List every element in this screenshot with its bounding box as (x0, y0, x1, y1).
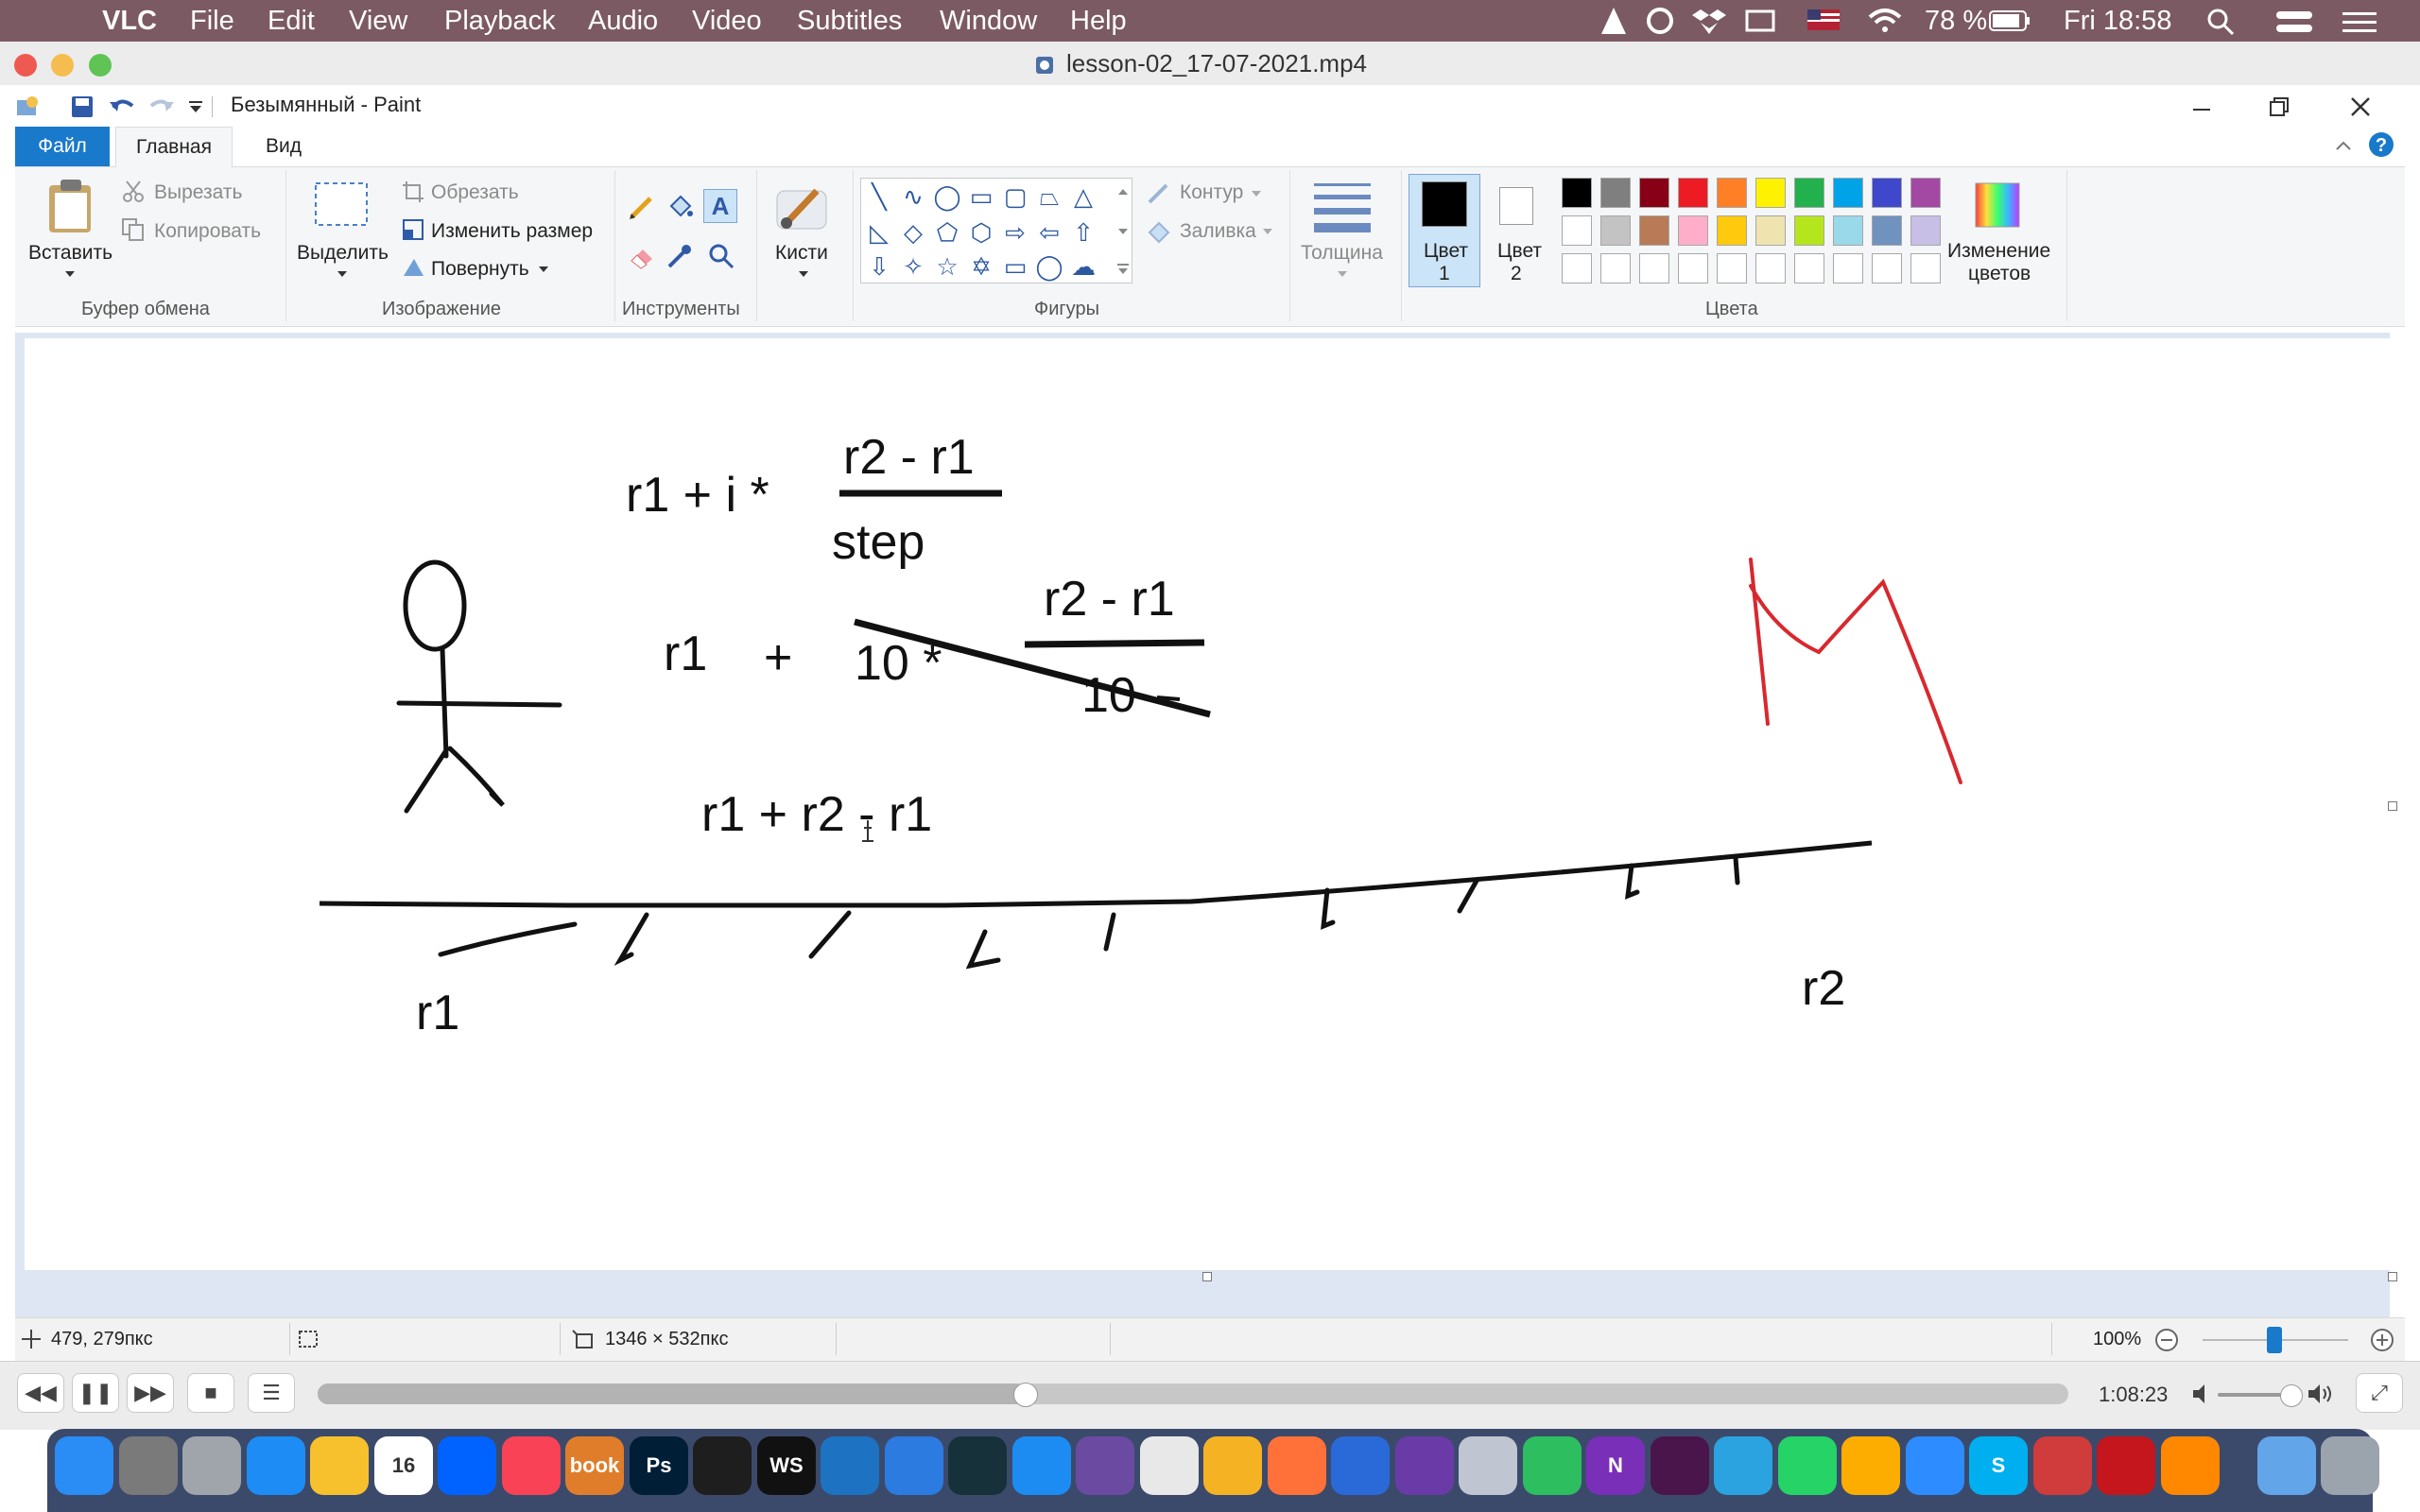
status-separator (289, 1323, 290, 1355)
rectangle-shape-icon[interactable]: ▭ (969, 182, 994, 211)
text-tool-icon[interactable]: A (703, 189, 737, 223)
color1-label: Цвет (1424, 240, 1469, 262)
fullscreen-button[interactable]: ⤢ (2356, 1373, 2403, 1413)
formula2-r1: r1 (664, 627, 708, 681)
volume-high-icon[interactable] (2307, 1382, 2335, 1406)
vscode-icon[interactable] (821, 1436, 879, 1495)
menu-subtitles[interactable]: Subtitles (797, 6, 903, 36)
tools-group-label: Инструменты (622, 299, 740, 319)
fraction-bar-2 (1025, 643, 1204, 644)
color2-label[interactable]: Цвет (1497, 240, 1543, 262)
selection-size-icon (297, 1329, 320, 1349)
curve-shape-icon[interactable]: ∿ (903, 182, 924, 211)
sketch-icon[interactable] (1841, 1436, 1900, 1495)
copy-button[interactable]: Копировать (154, 220, 262, 242)
canvas-resize-handle-right[interactable] (2388, 801, 2397, 811)
menu-edit[interactable]: Edit (268, 6, 315, 36)
window-title: lesson-02_17-07-2021.mp4 (1066, 49, 1367, 77)
formula1-numerator: r2 - r1 (843, 430, 975, 485)
seek-bar[interactable] (318, 1383, 2068, 1404)
vlc-dock-icon[interactable] (2161, 1436, 2220, 1495)
pause-button[interactable]: ❚❚ (72, 1373, 119, 1413)
formula1-denominator: step (832, 515, 925, 570)
five-point-star-shape-icon[interactable]: ☆ (936, 252, 959, 281)
mail-icon[interactable] (1459, 1436, 1517, 1495)
label-r2: r2 (1802, 961, 1846, 1016)
cursor-position-icon (21, 1329, 42, 1349)
launchpad-icon[interactable] (182, 1436, 241, 1495)
label-r1: r1 (416, 986, 460, 1040)
four-point-star-shape-icon[interactable]: ✧ (903, 252, 924, 281)
trash-icon[interactable] (2321, 1436, 2379, 1495)
rewind-button[interactable]: ◀◀ (17, 1373, 64, 1413)
edit-colors-line1[interactable]: Изменение (1947, 240, 2051, 262)
stick-figure-leg-right (450, 748, 503, 805)
tab-home[interactable]: Главная (115, 127, 233, 167)
menu-app-name[interactable]: VLC (102, 6, 157, 36)
outline-button[interactable]: Контур (1180, 181, 1244, 203)
colors-group-label: Цвета (1705, 299, 1758, 319)
formula1-left: r1 + i * (626, 468, 769, 523)
status-separator (1110, 1323, 1111, 1355)
canvas-size-icon (571, 1329, 594, 1349)
xcode-icon[interactable] (885, 1436, 943, 1495)
firefox-icon[interactable] (1268, 1436, 1326, 1495)
menu-video[interactable]: Video (692, 6, 762, 36)
finder-icon[interactable] (55, 1436, 113, 1495)
figma-icon[interactable] (693, 1436, 752, 1495)
volume-low-icon[interactable] (2191, 1382, 2212, 1406)
arrow-up-shape-icon[interactable]: ⇧ (1073, 218, 1094, 247)
tasks-icon[interactable] (310, 1436, 369, 1495)
stick-figure-arms (399, 703, 560, 705)
status-separator (2051, 1323, 2052, 1355)
rounded-rectangle-shape-icon[interactable]: ▢ (1003, 182, 1028, 211)
triangle-shape-icon[interactable]: △ (1074, 182, 1093, 211)
brushes-button[interactable]: Кисти (775, 242, 828, 264)
canvas-resize-handle-corner[interactable] (2388, 1272, 2397, 1281)
cloud-callout-shape-icon[interactable]: ☁ (1071, 252, 1096, 281)
resize-button[interactable]: Изменить размер (431, 220, 594, 242)
line-shape-icon[interactable]: ╲ (872, 182, 887, 211)
status-separator (560, 1323, 561, 1355)
stick-figure-head (406, 562, 464, 649)
telegram-icon[interactable] (1714, 1436, 1772, 1495)
nova-browser-icon[interactable] (1076, 1436, 1134, 1495)
dropbox-dock-icon[interactable] (438, 1436, 496, 1495)
formula3: r1 + r2 - r1 (701, 787, 933, 842)
menu-view[interactable]: View (349, 6, 408, 36)
red-letter-m (1751, 559, 1961, 782)
right-triangle-shape-icon[interactable]: ◺ (870, 218, 889, 247)
canvas-size: 1346 × 532пкс (605, 1329, 729, 1349)
image-group-label: Изображение (382, 299, 501, 319)
paint-title: Безымянный - Paint (231, 93, 422, 116)
formula2-numerator: r2 - r1 (1044, 572, 1175, 627)
fast-forward-button[interactable]: ▶▶ (127, 1373, 174, 1413)
polygon-shape-icon[interactable]: ⏢ (1039, 182, 1060, 211)
safari-icon[interactable] (1012, 1436, 1071, 1495)
zoom-icon[interactable] (1906, 1436, 1964, 1495)
menu-window[interactable]: Window (940, 6, 1038, 36)
arrow-left-shape-icon[interactable]: ⇦ (1039, 218, 1060, 247)
formula2-ten-times: 10 * (855, 636, 942, 691)
parallels-icon[interactable] (2033, 1436, 2092, 1495)
volume-thumb[interactable] (2280, 1384, 2303, 1407)
seek-thumb[interactable] (1013, 1383, 1038, 1407)
whatsapp-icon[interactable] (1778, 1436, 1837, 1495)
acrobat-icon[interactable] (2097, 1436, 2155, 1495)
arrow-down-shape-icon[interactable]: ⇩ (869, 252, 890, 281)
edit-colors-line2[interactable]: цветов (1968, 263, 2031, 284)
menu-playback[interactable]: Playback (444, 6, 556, 36)
menu-help[interactable]: Help (1070, 6, 1127, 36)
arrow-right-shape-icon[interactable]: ⇨ (1005, 218, 1026, 247)
tor-browser-icon[interactable] (1395, 1436, 1454, 1495)
oval-callout-shape-icon[interactable]: ◯ (1035, 252, 1063, 281)
fill-button[interactable]: Заливка (1180, 220, 1256, 242)
color1-number: 1 (1439, 263, 1450, 284)
slack-icon[interactable] (1651, 1436, 1709, 1495)
chrome-icon[interactable] (1140, 1436, 1199, 1495)
formula2-denominator: 10 (1081, 668, 1136, 723)
menu-file[interactable]: File (190, 6, 234, 36)
playlist-button[interactable]: ☰ (248, 1373, 295, 1413)
app-store-icon[interactable] (247, 1436, 305, 1495)
zoom-slider-thumb[interactable] (2267, 1327, 2282, 1353)
webstorm-icon[interactable]: WS (757, 1436, 816, 1495)
rotate-button[interactable]: Повернуть (431, 258, 529, 280)
thickness-button[interactable]: Толщина (1301, 242, 1383, 264)
color2-number: 2 (1511, 263, 1522, 284)
seek-bar-fill (318, 1383, 1025, 1404)
zoom-level: 100% (2093, 1329, 2142, 1349)
tab-view[interactable]: Вид (266, 135, 302, 157)
chrome-canary-icon[interactable] (1203, 1436, 1262, 1495)
formula2-plus: + (764, 630, 793, 685)
evernote-icon[interactable] (1523, 1436, 1582, 1495)
zoom-in-icon[interactable] (2369, 1327, 2395, 1353)
onenote-icon[interactable]: N (1586, 1436, 1645, 1495)
six-point-star-shape-icon[interactable]: ✡ (971, 252, 992, 281)
stop-button[interactable]: ■ (187, 1373, 234, 1413)
rect-callout-shape-icon[interactable]: ▭ (1003, 252, 1028, 281)
music-icon[interactable] (502, 1436, 561, 1495)
tab-file[interactable]: Файл (15, 127, 110, 166)
svg-text:?: ? (2375, 135, 2388, 156)
small-dot-stroke (1157, 697, 1180, 699)
gitkraken-icon[interactable] (948, 1436, 1007, 1495)
status-separator (836, 1323, 837, 1355)
calendar-icon[interactable]: 16 (374, 1436, 433, 1495)
number-line (320, 843, 1872, 905)
pentagon-shape-icon[interactable]: ⬠ (936, 218, 959, 247)
select-button[interactable]: Выделить (297, 242, 389, 264)
clipboard-group-label: Буфер обмена (81, 299, 210, 319)
photoshop-icon[interactable]: Ps (630, 1436, 688, 1495)
diamond-shape-icon[interactable]: ◇ (904, 218, 923, 247)
shapes-group-label: Фигуры (1034, 299, 1099, 319)
canvas-resize-handle-bottom[interactable] (1202, 1272, 1212, 1281)
oval-shape-icon[interactable]: ◯ (933, 182, 961, 211)
stick-figure (399, 562, 560, 811)
clock[interactable]: Fri 18:58 (2064, 6, 2172, 36)
hexagon-shape-icon[interactable]: ⬡ (970, 218, 993, 247)
cursor-position: 479, 279пкс (51, 1329, 153, 1349)
stick-figure-leg-left (406, 750, 446, 811)
downloads-folder-icon[interactable] (2257, 1436, 2316, 1495)
book-wright-icon[interactable]: book (565, 1436, 624, 1495)
elapsed-time: 1:08:23 (2099, 1383, 2169, 1406)
paste-button[interactable]: Вставить (28, 242, 113, 264)
firefox-dev-icon[interactable] (1331, 1436, 1390, 1495)
zoom-out-icon[interactable] (2153, 1327, 2180, 1353)
system-settings-icon[interactable] (119, 1436, 178, 1495)
skype-icon[interactable]: S (1969, 1436, 2028, 1495)
menu-audio[interactable]: Audio (588, 6, 659, 36)
crop-button[interactable]: Обрезать (431, 181, 519, 203)
cut-button[interactable]: Вырезать (154, 181, 243, 203)
paint-status-bar (15, 1317, 2405, 1364)
battery-percent[interactable]: 78 % (1925, 6, 1988, 36)
